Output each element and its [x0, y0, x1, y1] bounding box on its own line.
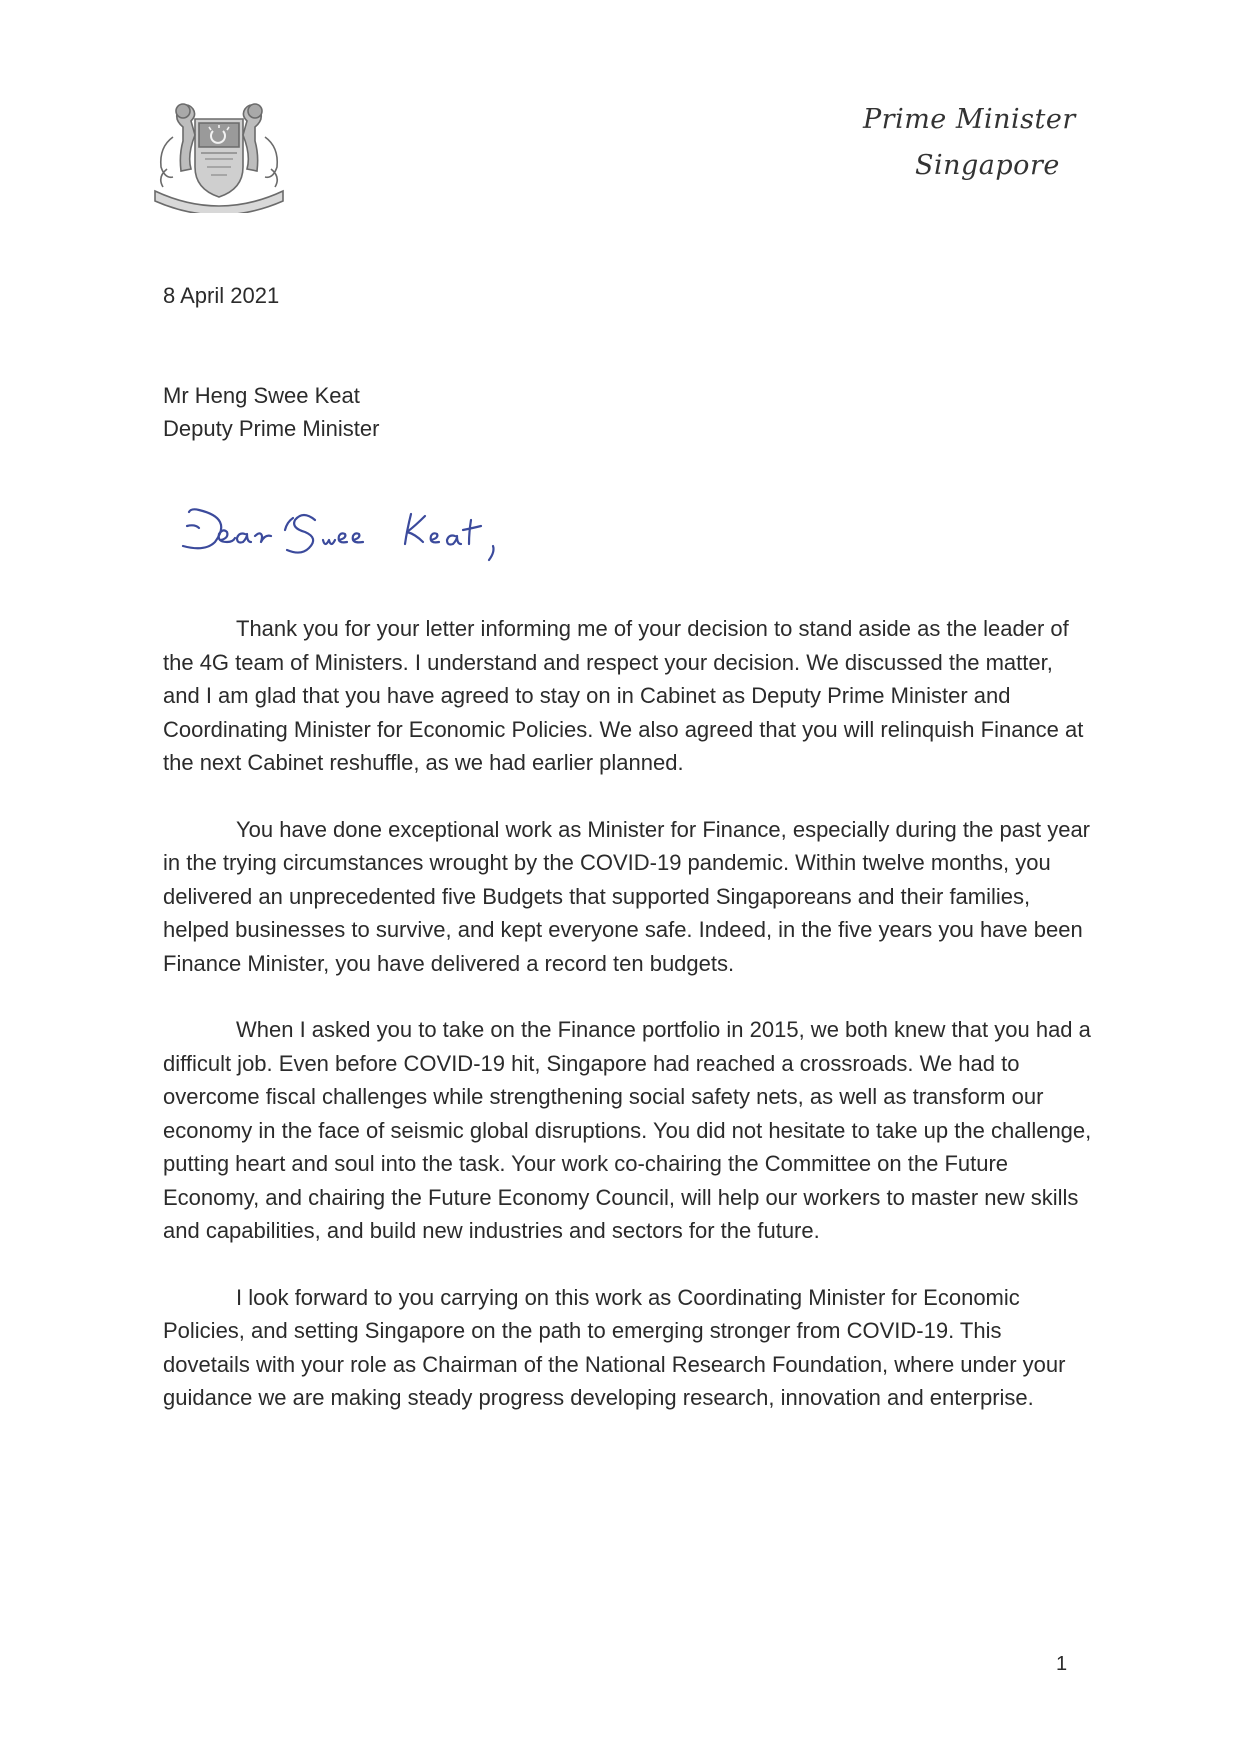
- office-country: Singapore: [915, 150, 1060, 181]
- handwritten-salutation: [175, 500, 595, 580]
- recipient-address: [163, 379, 379, 445]
- letter-date: 8 April 2021: [163, 283, 280, 308]
- recipient-name: Mr Heng Swee Keat: [163, 383, 360, 408]
- body-paragraph: I look forward to you carrying on this work as Coordinating Minister for Economic Policies, and setting Singapore on the path to emerging stronger from COVID-19. This dovetails with your role as Chairman of the National Research Foundation, where under your guidance we are making steady progress developing research, innovation and enterprise.: [163, 1284, 1066, 1410]
- page-number: 1: [1056, 1653, 1068, 1675]
- office-title: Prime Minister: [863, 104, 1076, 135]
- recipient-title: Deputy Prime Minister: [163, 416, 380, 441]
- body-paragraph: When I asked you to take on the Finance portfolio in 2015, we both knew that you had a difficult job. Even before COVID-19 hit, Singapore had reached a crossroads. We had to overcome fiscal challenges while strengthening social safety nets, as well as transform our economy in the face of seismic global disruptions. You did not hesitate to take up the challenge, putting heart and soul into the task. Your work co-chairing the Committee on the Future Economy, and chairing the Future Economy Council, will help our workers to master new skills and capabilities, and build new industries and sectors for the future.: [163, 1017, 1092, 1243]
- body-paragraph: Thank you for your letter informing me of your decision to stand aside as the leader of the 4G team of Ministers. I understand and respect your decision. We discussed the matter, and I am glad that you have agreed to stay on in Cabinet as Deputy Prime Minister and Coordinating Minister for Economic Policies. We also agreed that you will relinquish Finance at the next Cabinet reshuffle, as we had earlier planned.: [163, 616, 1084, 775]
- body-paragraph: You have done exceptional work as Minister for Finance, especially during the past year in the trying circumstances wrought by the COVID-19 pandemic. Within twelve months, you delivered an unprecedented five Budgets that supported Singaporeans and their families, helped businesses to survive, and kept everyone safe. Indeed, in the five years you have been Finance Minister, you have delivered a record ten budgets.: [163, 816, 1091, 976]
- letter-body: [163, 612, 1093, 1448]
- singapore-coat-of-arms-icon: [143, 97, 295, 213]
